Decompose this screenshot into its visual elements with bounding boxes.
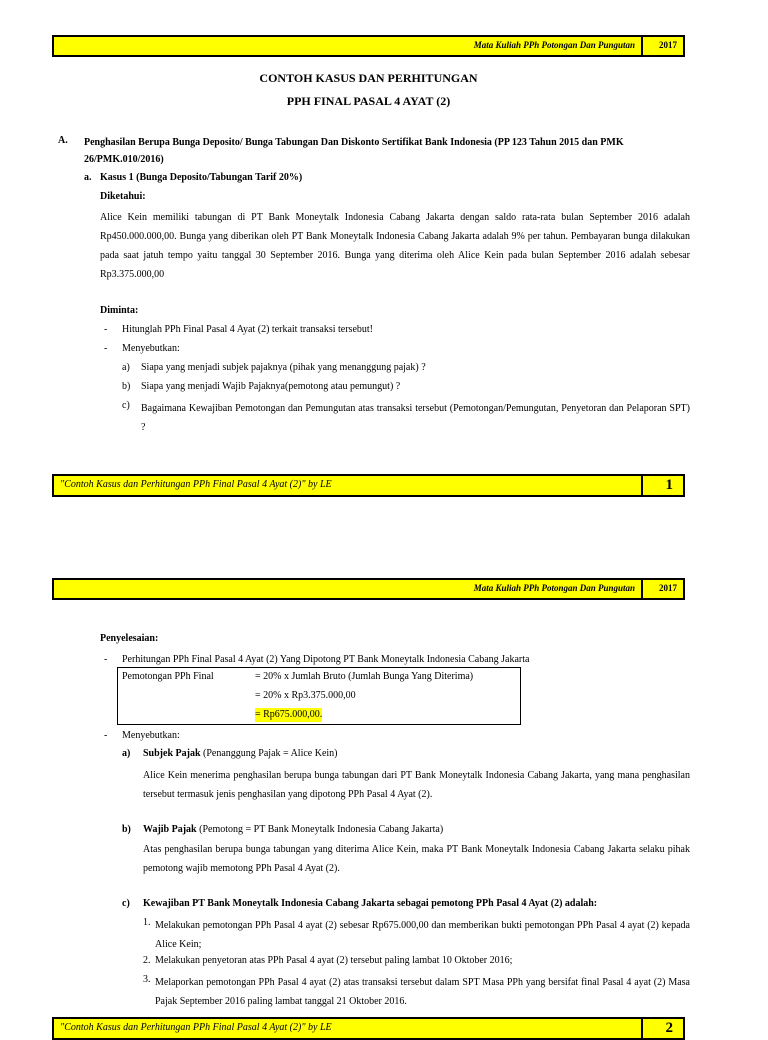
answer-c-letter: c) xyxy=(122,898,130,909)
bullet-dash: - xyxy=(104,343,108,354)
calculation-box xyxy=(117,667,521,725)
calc-line-2: = 20% x Rp3.375.000,00 xyxy=(255,690,356,701)
answer-a-paren: (Penanggung Pajak = Alice Kein) xyxy=(200,748,338,759)
solution-label: Penyelesaian: xyxy=(100,633,159,644)
calc-line-1: = 20% x Jumlah Bruto (Jumlah Bunga Yang Diterima) xyxy=(255,671,474,682)
footer-divider xyxy=(641,476,643,495)
answer-b-heading xyxy=(143,823,443,837)
answer-b-text: Atas penghasilan berupa bunga tabungan yang diterima Alice Kein, maka PT Bank Moneytalk Indonesia Cabang Jakarta selaku pihak pemotong wajib memotong PPh Pasal 4 Ayat (2). xyxy=(143,844,690,874)
case-letter: a. xyxy=(84,172,92,183)
known-label: Diketahui: xyxy=(100,191,146,202)
page-title-2: PPH FINAL PASAL 4 AYAT (2) xyxy=(286,94,451,108)
header-course: Mata Kuliah PPh Potongan Dan Pungutan xyxy=(473,583,635,593)
answer-b-letter: b) xyxy=(122,824,131,835)
obligation-2-number: 2. xyxy=(143,955,151,966)
bullet-dash: - xyxy=(104,730,108,741)
mention-label: Menyebutkan: xyxy=(122,730,180,741)
section-letter: A. xyxy=(58,135,68,146)
header-course: Mata Kuliah PPh Potongan Dan Pungutan xyxy=(473,40,635,50)
calc-result: = Rp675.000,00. xyxy=(255,709,323,720)
obligation-1-number: 1. xyxy=(143,917,151,928)
section-title: Penghasilan Berupa Bunga Deposito/ Bunga Tabungan Dan Diskonto Sertifikat Bank Indonesia (PP 123 Tahun 2015 dan PMK 26/PMK.010/2016) xyxy=(84,137,624,165)
question-a-letter: a) xyxy=(122,362,130,373)
header-divider xyxy=(641,37,643,55)
obligation-3-number: 3. xyxy=(143,974,151,985)
asked-label: Diminta: xyxy=(100,305,139,316)
page-number: 1 xyxy=(665,477,673,493)
page-title-1: CONTOH KASUS DAN PERHITUNGAN xyxy=(259,71,478,85)
case-title: Kasus 1 (Bunga Deposito/Tabungan Tarif 20%) xyxy=(100,172,303,183)
page1-footer-bar xyxy=(52,474,685,497)
question-b-letter: b) xyxy=(122,381,131,392)
calc-label: Pemotongan PPh Final xyxy=(122,671,214,682)
asked-item-2: Menyebutkan: xyxy=(122,343,180,354)
obligation-1: Melakukan pemotongan PPh Pasal 4 ayat (2) sebesar Rp675.000,00 dan memberikan bukti pemotongan PPh Pasal 4 ayat (2) kepada Alice Kein; xyxy=(155,920,690,950)
obligation-3: Melaporkan pemotongan PPh Pasal 4 ayat (2) atas transaksi tersebut dalam SPT Masa PPh yang bersifat final Pasal 4 ayat (2) Masa Pajak September 2016 paling lambat tanggal 21 Oktober 2016. xyxy=(155,977,690,1007)
header-year: 2017 xyxy=(659,583,677,593)
footer-credit: "Contoh Kasus dan Perhitungan PPh Final Pasal 4 Ayat (2)" by LE xyxy=(60,479,332,490)
header-divider xyxy=(641,580,643,598)
page2-header-bar xyxy=(52,578,685,600)
question-c: Bagaimana Kewajiban Pemotongan dan Pemungutan atas transaksi tersebut (Pemotongan/Pemungutan, Penyetoran dan Pelaporan SPT) ? xyxy=(141,403,690,433)
question-a: Siapa yang menjadi subjek pajaknya (pihak yang menanggung pajak) ? xyxy=(141,362,426,373)
footer-divider xyxy=(641,1019,643,1038)
question-c-letter: c) xyxy=(122,400,130,411)
header-year: 2017 xyxy=(659,40,677,50)
footer-credit: "Contoh Kasus dan Perhitungan PPh Final Pasal 4 Ayat (2)" by LE xyxy=(60,1022,332,1033)
answer-c-title: Kewajiban PT Bank Moneytalk Indonesia Cabang Jakarta sebagai pemotong PPh Pasal 4 Ayat (2) adalah: xyxy=(143,898,598,909)
answer-b-paren: (Pemotong = PT Bank Moneytalk Indonesia Cabang Jakarta) xyxy=(196,824,444,835)
calc-intro: Perhitungan PPh Final Pasal 4 Ayat (2) Yang Dipotong PT Bank Moneytalk Indonesia Cabang Jakarta xyxy=(122,654,530,665)
page2-footer-bar xyxy=(52,1017,685,1040)
answer-a-title: Subjek Pajak xyxy=(143,748,201,759)
bullet-dash: - xyxy=(104,324,108,335)
answer-b-title: Wajib Pajak xyxy=(143,824,197,835)
answer-a-letter: a) xyxy=(122,748,131,759)
answer-a-heading xyxy=(143,747,338,761)
page-number: 2 xyxy=(665,1020,673,1036)
page1-header-bar xyxy=(52,35,685,57)
known-text: Alice Kein memiliki tabungan di PT Bank Moneytalk Indonesia Cabang Jakarta dengan saldo rata-rata bulan September 2016 adalah Rp450.000.000,00. Bunga yang diberikan oleh PT Bank Moneytalk Indonesia Cabang Jakarta adalah 9% per tahun. Pembayaran bunga dilakukan pada saat jatuh tempo yaitu tanggal 30 September 2016. Bunga yang diterima oleh Alice Kein pada bulan September 2016 adalah sebesar Rp3.375.000,00 xyxy=(100,212,690,280)
bullet-dash: - xyxy=(104,654,108,665)
question-b: Siapa yang menjadi Wajib Pajaknya(pemotong atau pemungut) ? xyxy=(141,381,401,392)
asked-item-1: Hitunglah PPh Final Pasal 4 Ayat (2) terkait transaksi tersebut! xyxy=(122,324,373,335)
obligation-2: Melakukan penyetoran atas PPh Pasal 4 ayat (2) tersebut paling lambat 10 Oktober 2016; xyxy=(155,955,513,966)
answer-a-text: Alice Kein menerima penghasilan berupa bunga tabungan dari PT Bank Moneytalk Indonesia Cabang Jakarta, yang mana penghasilan tersebut termasuk jenis penghasilan yang dipotong PPh Pasal 4 Ayat (2). xyxy=(143,770,690,800)
